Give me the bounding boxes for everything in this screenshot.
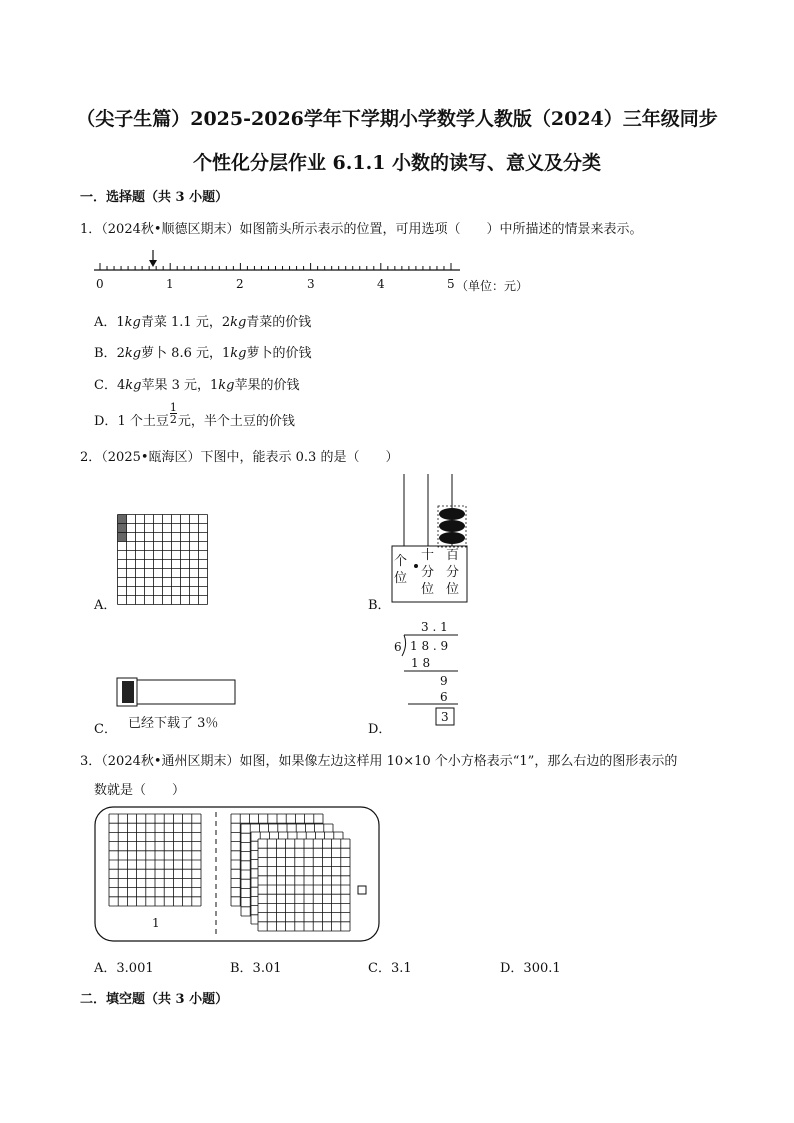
section-choice-heading: 一．选择题（共 3 小题） <box>80 190 229 205</box>
q3-stem-line1: 3．（2024秋•通州区期末）如图，如果像左边这样用 10×10 个小方格表示“1”，那么右边的图形表示的 <box>80 754 678 769</box>
division-step1: 1 8 <box>411 656 431 670</box>
q1-option-b[interactable]: B．2kg萝卜 8.6 元，1kg萝卜的价钱 <box>94 346 312 361</box>
bead <box>439 520 465 532</box>
q2-option-b-label[interactable]: B． <box>368 598 391 613</box>
division-divisor: 6 <box>394 640 402 654</box>
nl-unit-label: （单位：元） <box>456 279 529 293</box>
q1-option-c[interactable]: C．4kg苹果 3 元，1kg苹果的价钱 <box>94 378 300 393</box>
q3-one-label: 1 <box>152 916 160 930</box>
q2-option-a-grid <box>117 514 208 605</box>
q2-option-a-label[interactable]: A． <box>94 598 117 613</box>
q3-option-c[interactable]: C．3.1 <box>368 961 412 976</box>
q3-stem-line2: 数就是（ ） <box>94 783 186 798</box>
nl-label-3: 3 <box>307 277 315 291</box>
abacus-label-ones: 个位 <box>394 554 408 586</box>
q1-number-line <box>90 248 470 296</box>
doc-title-line1: （尖子生篇）2025-2026学年下学期小学数学人教版（2024）三年级同步 <box>76 108 718 130</box>
q3-option-b[interactable]: B．3.01 <box>230 961 282 976</box>
division-dividend: 1 8 . 9 <box>410 639 449 653</box>
section-fill-heading: 二．填空题（共 3 小题） <box>80 992 229 1007</box>
q2-stem: 2．（2025•瓯海区）下图中，能表示 0.3 的是（ ） <box>80 450 399 465</box>
q2-option-c-label[interactable]: C． <box>94 722 117 737</box>
q2-option-d-label[interactable]: D． <box>368 722 392 737</box>
nl-label-1: 1 <box>166 277 174 291</box>
q3-single-square <box>358 886 366 894</box>
abacus-label-hundredths: 百分位 <box>446 548 460 597</box>
division-quotient: 3 . 1 <box>421 620 448 634</box>
q1-option-d[interactable]: D．1 个土豆 $\frac{1}{2}$ 元，半个土豆的价钱 <box>94 401 295 429</box>
q2-download-text: 已经下载了 3％ <box>128 716 219 731</box>
bead <box>439 532 465 544</box>
nl-label-2: 2 <box>236 277 244 291</box>
q3-figure <box>94 806 382 944</box>
division-step3: 6 <box>440 690 448 704</box>
abacus-label-tenths: 十分位 <box>421 548 435 597</box>
nl-label-4: 4 <box>377 277 385 291</box>
q2-option-d-division <box>386 620 466 730</box>
doc-title-line2: 个性化分层作业 6.1.1 小数的读写、意义及分类 <box>192 152 602 174</box>
nl-label-5: 5 <box>447 277 455 291</box>
division-step2: 9 <box>440 674 448 688</box>
q1-stem: 1．（2024秋•顺德区期末）如图箭头所示表示的位置，可用选项（ ）中所描述的情景来表示。 <box>80 222 643 237</box>
q2-option-c-progress-bar <box>115 676 239 708</box>
q3-option-a[interactable]: A．3.001 <box>94 961 154 976</box>
q3-unit-grid <box>109 814 201 906</box>
nl-label-0: 0 <box>96 277 104 291</box>
fraction-half: $\frac{1}{2}$ <box>169 401 177 426</box>
q3-stacked-grid <box>258 839 350 931</box>
q1-option-a[interactable]: A．1kg青菜 1.1 元，2kg青菜的价钱 <box>94 315 312 330</box>
q3-option-d[interactable]: D．300.1 <box>500 961 561 976</box>
division-remainder: 3 <box>441 710 449 724</box>
bead <box>439 508 465 520</box>
